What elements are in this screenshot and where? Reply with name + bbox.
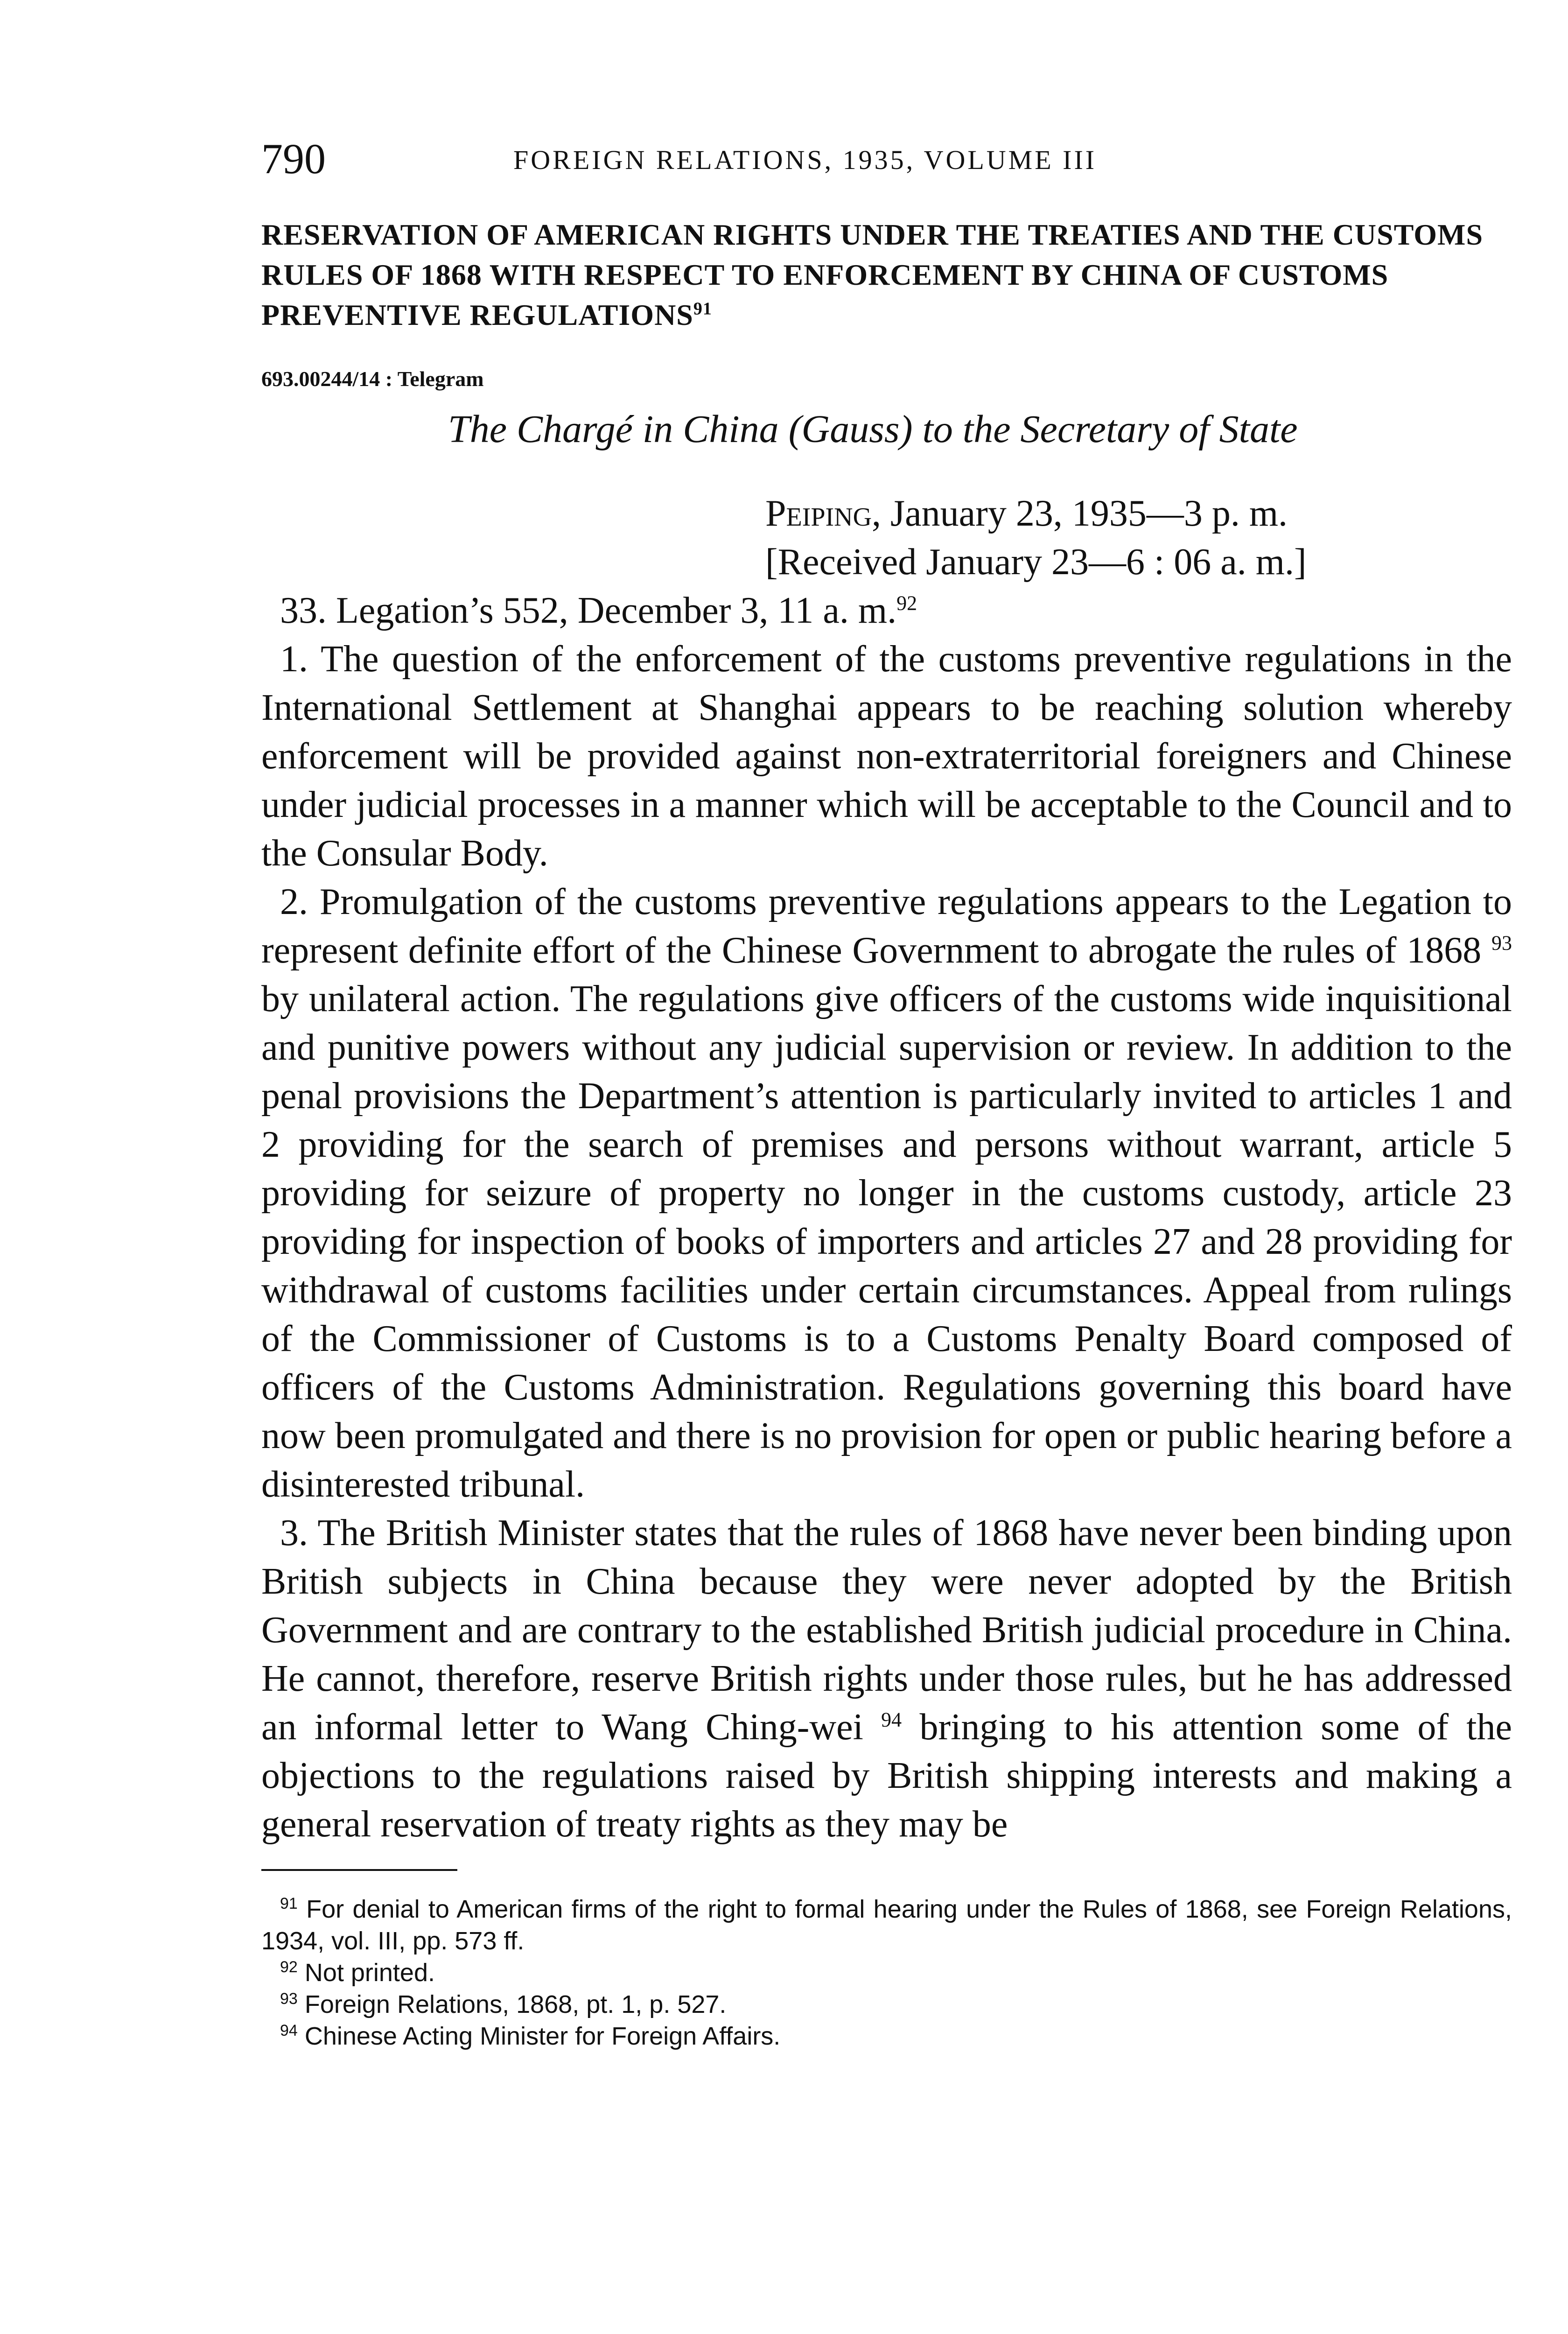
dateline-place: Peiping: [765, 493, 872, 534]
footnote-text: For denial to American firms of the right to formal hearing under the Rules of 1868, see Foreign Relations, 1934, vol. III, pp. 573 ff.: [261, 1895, 1512, 1955]
footnote-93: [261, 1989, 1512, 2020]
document-subject: The Chargé in China (Gauss) to the Secretary of State: [448, 408, 1298, 451]
footnote-92: [261, 1957, 1512, 1989]
footnote-mark: 91: [280, 1895, 298, 1912]
footnote-mark: 92: [280, 1958, 298, 1976]
footnote-ref-94[interactable]: 94: [881, 1708, 902, 1731]
paragraph-text: 3. The British Minister states that the rules of 1868 have never been binding upon British subjects in China because they were never adopted by the British Government and are contrary to the established British judicial procedure in China. He cannot, therefore, reserve British rights under those rules, but he has addressed an informal letter to Wang Ching-wei: [261, 1512, 1512, 1748]
page: [261, 135, 1512, 2052]
footnote-divider: [261, 1869, 457, 1871]
telegram-body: [261, 586, 1512, 1849]
section-heading-footnote-ref[interactable]: 91: [693, 299, 712, 319]
dateline-date: , January 23, 1935—3 p. m.: [872, 493, 1288, 534]
paragraph-1: 1. The question of the enforcement of the customs preventive regulations in the International Settlement at Shanghai appears to be reaching solution whereby enforcement will be provided against non-extraterritorial foreigners and Chinese under judicial processes in a manner which will be acceptable to the Council and to the Consular Body.: [261, 639, 1512, 874]
paragraph-2: [261, 878, 1512, 1509]
dateline: [261, 489, 1512, 586]
running-head: [261, 135, 1512, 191]
dateline-received: [Received January 23—6 : 06 a. m.]: [765, 541, 1307, 583]
dateline-sent: [765, 489, 1512, 538]
footnotes: [261, 1893, 1512, 2052]
section-heading: [261, 215, 1512, 335]
page-number: 790: [261, 135, 326, 183]
footnote-ref-93[interactable]: 93: [1491, 931, 1512, 955]
footnote-mark: 94: [280, 2022, 298, 2039]
footnote-text: Not printed.: [304, 1959, 435, 1987]
footnote-ref-92[interactable]: 92: [896, 591, 917, 615]
section-heading-text: RESERVATION OF AMERICAN RIGHTS UNDER THE TREATIES AND THE CUSTOMS RULES OF 1868 WITH RESPECT TO ENFORCEMENT BY CHINA OF CUSTOMS PREVENTIVE REGULATIONS: [261, 218, 1484, 331]
document-file-id: 693.00244/14 : Telegram: [261, 367, 484, 391]
footnote-text: Foreign Relations, 1868, pt. 1, p. 527.: [304, 1990, 727, 2018]
footnote-mark: 93: [280, 1990, 298, 2008]
paragraph-text: 33. Legation’s 552, December 3, 11 a. m.: [280, 590, 897, 631]
footnote-91: [261, 1893, 1512, 1957]
footnote-text: Chinese Acting Minister for Foreign Affairs.: [304, 2022, 781, 2050]
paragraph-text: bringing to his attention some of the objections to the regulations raised by British shipping interests and making a general reservation of treaty rights as they may be: [261, 1707, 1512, 1845]
footnote-94: [261, 2020, 1512, 2052]
paragraph-text: 2. Promulgation of the customs preventive regulations appears to the Legation to represent definite effort of the Chinese Government to abrogate the rules of 1868: [261, 881, 1512, 971]
paragraph-text: by unilateral action. The regulations give officers of the customs wide inquisitional and punitive powers without any judicial supervision or review. In addition to the penal provisions the Department’s attention is particularly invited to articles 1 and 2 providing for the search of premises and persons without warrant, article 5 providing for seizure of property no longer in the customs custody, article 23 providing for inspection of books of importers and articles 27 and 28 providing for withdrawal of customs facilities under certain circumstances. Appeal from rulings of the Commissioner of Customs is to a Customs Penalty Board composed of officers of the Customs Administration. Regulations governing this board have now been promulgated and there is no provision for open or public hearing before a disinterested tribunal.: [261, 978, 1512, 1505]
paragraph-reference: [261, 586, 1512, 635]
paragraph-3: [261, 1509, 1512, 1849]
running-head-title: FOREIGN RELATIONS, 1935, VOLUME III: [513, 145, 1097, 175]
